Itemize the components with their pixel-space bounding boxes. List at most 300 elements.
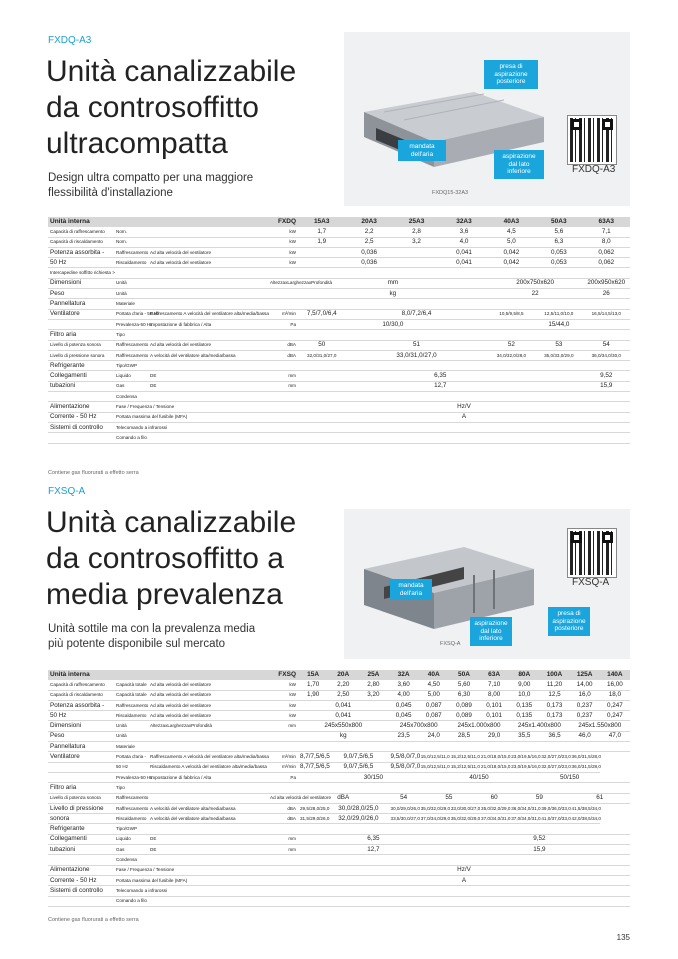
table-cell: 4,00 xyxy=(389,690,419,700)
table-cell: 50 Hz xyxy=(114,762,148,772)
table-cell: 6,30 xyxy=(449,690,479,700)
table-row xyxy=(48,855,630,865)
table-cell: 59 xyxy=(509,793,569,803)
table-cell: 1,90 xyxy=(298,690,328,700)
table-cell: Hz/V xyxy=(298,402,630,412)
table-cell: Hz/V xyxy=(298,865,630,875)
table-cell: 30/150 xyxy=(298,772,449,782)
table-cell xyxy=(268,433,298,443)
table-cell: Livello di potenza sonora xyxy=(48,793,114,803)
product-photo-fxsq xyxy=(344,509,630,659)
table-cell: Capacità di raffrescamento xyxy=(48,680,114,690)
table-row xyxy=(48,700,630,710)
table-cell: 35,0/32,0/29,0 xyxy=(419,803,449,813)
table-cell: Refrigerante xyxy=(48,824,114,834)
table-cell: Capacità di riscaldamento xyxy=(48,690,114,700)
table-cell: 2,2 xyxy=(345,227,392,237)
table-cell: 0,041 xyxy=(440,258,487,268)
table-cell: 245x550x800 xyxy=(298,721,389,731)
subtitle-line: più potente disponibile sul mercato xyxy=(48,638,226,650)
table-cell: 30,0/28,0/25,0 xyxy=(328,803,388,813)
table-cell: 4,5 xyxy=(488,227,535,237)
table-cell: 15,0/12,5/11,0 xyxy=(419,752,449,762)
table-cell: dBA xyxy=(268,340,298,350)
table-cell: 12,7 xyxy=(298,381,583,391)
table-cell: 10,0 xyxy=(509,690,539,700)
table-row xyxy=(48,381,630,391)
table-cell: FXDQ xyxy=(268,217,298,227)
table-cell: Collegamenti xyxy=(48,834,114,844)
table-cell: 4,0 xyxy=(440,237,487,247)
table-cell: kg xyxy=(298,731,389,741)
title-line: Unità canalizzabile xyxy=(46,55,297,88)
table-cell: A xyxy=(298,412,630,422)
table-cell: 100A xyxy=(539,670,569,680)
table-cell: 30,0/29,0/26,0 xyxy=(389,803,419,813)
table-cell: Sistemi di controllo xyxy=(48,422,114,432)
table-cell: 3,60 xyxy=(389,680,419,690)
table-cell: A xyxy=(298,875,630,885)
table-cell: 6,35 xyxy=(298,371,583,381)
table-cell: dBA xyxy=(298,793,389,803)
table-cell: 2,20 xyxy=(328,680,358,690)
callout-air-outlet: mandata dell'aria xyxy=(398,140,446,161)
table-cell: 140A xyxy=(600,670,630,680)
table-cell: 80A xyxy=(509,670,539,680)
table-cell: 0,173 xyxy=(539,700,569,710)
table-cell: 9,0/7,5/6,5 xyxy=(328,752,388,762)
table-cell: 15,9 xyxy=(583,381,630,391)
table-cell xyxy=(298,783,630,793)
table-cell: Impostazione di fabbrica / Alta xyxy=(148,319,268,329)
table-cell xyxy=(298,896,630,906)
table-cell: 39,0/36,0/33,0 xyxy=(539,803,569,813)
table-cell: 29,0 xyxy=(479,731,509,741)
table-cell: 1,7 xyxy=(298,227,345,237)
unit-model-label: FXSQ-A xyxy=(572,577,610,588)
table-cell: Raffrescamento A velocità del ventilatore alta/media/bassa xyxy=(148,752,268,762)
table-cell: 40/150 xyxy=(449,772,509,782)
table-cell: 0,089 xyxy=(449,700,479,710)
table-row xyxy=(48,278,630,288)
table-cell: 0,087 xyxy=(419,700,449,710)
table-cell: 50A xyxy=(449,670,479,680)
table-cell xyxy=(298,268,630,278)
table-cell: 2,50 xyxy=(328,690,358,700)
table-cell: Unità xyxy=(114,721,148,731)
table-cell: dBA xyxy=(268,350,298,360)
table-cell: tubazioni xyxy=(48,845,114,855)
table-cell: 50/150 xyxy=(509,772,630,782)
page-number: 135 xyxy=(616,933,630,942)
table-cell: 245x700x800 xyxy=(389,721,449,731)
table-cell xyxy=(268,824,298,834)
table-cell: Corrente - 50 Hz xyxy=(48,412,114,422)
table-cell: 11,20 xyxy=(539,680,569,690)
table-cell: Peso xyxy=(48,731,114,741)
table-cell xyxy=(48,319,114,329)
table-cell: 0,036 xyxy=(298,258,440,268)
table-cell: Ad alta velocità del ventilatore xyxy=(148,711,268,721)
table-cell: Unità interna xyxy=(48,217,114,227)
table-cell: 7,10 xyxy=(479,680,509,690)
table-cell: 0,041 xyxy=(298,700,389,710)
table-cell: 23,5 xyxy=(389,731,419,741)
table-header-row xyxy=(48,217,630,227)
table-row xyxy=(48,402,630,412)
table-cell: 7,1 xyxy=(583,227,630,237)
table-cell: 21,0/18,0/15,0 xyxy=(479,762,509,772)
table-cell: DE xyxy=(148,371,268,381)
table-cell: 0,237 xyxy=(570,711,600,721)
table-cell: 54 xyxy=(583,340,630,350)
table-cell: Prevalenza-50 Hz xyxy=(114,319,148,329)
table-cell: DE xyxy=(148,845,268,855)
table-cell xyxy=(48,433,114,443)
table-cell: 16,0 xyxy=(570,690,600,700)
table-cell: 31,5/29,0/26,0 xyxy=(298,814,328,824)
table-cell: 24,0 xyxy=(419,731,449,741)
table-cell: Livello di potenza sonora xyxy=(48,340,114,350)
table-row xyxy=(48,340,630,350)
table-row xyxy=(48,731,630,741)
table-cell: A velocità del ventilatore alta/media/bassa xyxy=(148,814,268,824)
table-cell: m³/min xyxy=(268,752,298,762)
table-row xyxy=(48,319,630,329)
table-cell: 15,2/12,5/11,0 xyxy=(449,752,479,762)
table-cell xyxy=(298,433,630,443)
table-cell: mm xyxy=(268,371,298,381)
table-cell: 0,101 xyxy=(479,711,509,721)
table-cell: 0,237 xyxy=(570,700,600,710)
table-cell: 47,0 xyxy=(600,731,630,741)
table-cell: Sistemi di controllo xyxy=(48,886,114,896)
table-cell: Filtro aria xyxy=(48,330,114,340)
table-cell: Gas xyxy=(114,381,148,391)
table-cell: tubazioni xyxy=(48,381,114,391)
table-cell: 4,50 xyxy=(419,680,449,690)
table-row xyxy=(48,783,630,793)
table-cell: 36,0/34,0/31,0 xyxy=(509,803,539,813)
table-cell: 16,5/14,5/13,0 xyxy=(583,309,630,319)
table-row xyxy=(48,742,630,752)
table-cell: 8,00 xyxy=(479,690,509,700)
spec-table-fxdq xyxy=(48,217,630,444)
table-cell: 5,00 xyxy=(419,690,449,700)
table-row xyxy=(48,361,630,371)
table-cell: 0,089 xyxy=(449,711,479,721)
table-cell: Livello di pressione sonora xyxy=(48,350,114,360)
table-cell: 16,00 xyxy=(600,680,630,690)
table-cell: kW xyxy=(268,680,298,690)
table-cell xyxy=(148,217,268,227)
table-cell: Ad alta velocità del ventilatore xyxy=(148,258,268,268)
table-cell: kW xyxy=(268,711,298,721)
table-cell: 0,135 xyxy=(509,711,539,721)
callout-bottom-intake: aspirazione dal lato inferiore xyxy=(494,150,544,179)
table-row xyxy=(48,814,630,824)
table-cell: 0,053 xyxy=(535,247,582,257)
table-cell: Liquido xyxy=(114,371,148,381)
table-cell: Ad alta velocità del ventilatore xyxy=(148,247,268,257)
table-cell xyxy=(298,422,630,432)
table-row xyxy=(48,268,630,278)
table-cell: Alimentazione xyxy=(48,402,114,412)
table-cell: Liquido xyxy=(114,834,148,844)
table-cell: Impostazione di fabbrica / Alta xyxy=(148,772,268,782)
table-row xyxy=(48,392,630,402)
table-cell: 40A3 xyxy=(488,217,535,227)
table-cell: mm xyxy=(298,278,488,288)
table-cell: 32A xyxy=(389,670,419,680)
table-cell: 35,5 xyxy=(509,731,539,741)
table-cell: mm xyxy=(268,834,298,844)
table-cell: Nom. xyxy=(114,227,148,237)
table-cell: Tipo xyxy=(114,783,268,793)
table-row xyxy=(48,865,630,875)
table-cell xyxy=(268,361,298,371)
table-cell: kg xyxy=(298,289,488,299)
table-cell: 36,0/31,5/28,0 xyxy=(570,762,600,772)
table-cell: 53 xyxy=(535,340,582,350)
title-line: media prevalenza xyxy=(46,578,283,611)
table-row xyxy=(48,721,630,731)
table-cell: 8,0/7,2/6,4 xyxy=(345,309,487,319)
table-row xyxy=(48,875,630,885)
table-cell: 0,247 xyxy=(600,700,630,710)
table-cell: 41,0/37,0/33,0 xyxy=(539,814,569,824)
callout-air-outlet: mandata dell'aria xyxy=(390,579,432,600)
table-cell: 3,20 xyxy=(358,690,388,700)
table-cell xyxy=(298,886,630,896)
table-row xyxy=(48,793,630,803)
table-cell: Refrigerante xyxy=(48,361,114,371)
table-cell: 0,053 xyxy=(535,258,582,268)
table-cell: kW xyxy=(268,690,298,700)
table-cell: Capacità totale xyxy=(114,690,148,700)
table-cell xyxy=(298,392,630,402)
table-cell: Pa xyxy=(268,319,298,329)
table-cell: Riscaldamento A velocità del ventilatore alta/media/bassa xyxy=(148,762,268,772)
table-cell: 3,6 xyxy=(440,227,487,237)
table-cell: Comando a filo xyxy=(114,433,268,443)
table-cell xyxy=(268,392,298,402)
table-cell: 0,045 xyxy=(389,711,419,721)
table-cell: 9,0/7,5/6,5 xyxy=(328,762,388,772)
table-row xyxy=(48,299,630,309)
table-cell xyxy=(268,742,298,752)
table-cell: 0,062 xyxy=(583,247,630,257)
table-cell: Potenza assorbita - xyxy=(48,700,114,710)
table-row xyxy=(48,896,630,906)
table-cell xyxy=(298,742,630,752)
table-cell: 8,0 xyxy=(583,237,630,247)
table-cell: 8,7/7,5/6,5 xyxy=(298,762,328,772)
table-cell: Capacità totale xyxy=(114,680,148,690)
table-cell: 35,0/32,0/29,0 xyxy=(479,803,509,813)
table-cell: 7,5/7,0/6,4 xyxy=(298,309,345,319)
spec-table-fxsq xyxy=(48,670,630,907)
table-row xyxy=(48,886,630,896)
table-cell: DE xyxy=(148,834,268,844)
table-row xyxy=(48,289,630,299)
table-cell xyxy=(268,896,298,906)
table-cell: 36,0/31,5/28,0 xyxy=(570,752,600,762)
table-cell xyxy=(268,299,298,309)
table-cell: 15A xyxy=(298,670,328,680)
image-caption: FXSQ-A xyxy=(440,641,461,647)
table-row xyxy=(48,803,630,813)
table-cell: 0,045 xyxy=(389,700,419,710)
table-row xyxy=(48,237,630,247)
table-row xyxy=(48,772,630,782)
table-cell: 28,5 xyxy=(449,731,479,741)
table-row xyxy=(48,247,630,257)
unit-model-label: FXDQ-A3 xyxy=(572,164,616,175)
table-cell: 9,52 xyxy=(583,371,630,381)
table-cell: 15,2/12,5/11,0 xyxy=(449,762,479,772)
table-cell: Gas xyxy=(114,845,148,855)
section-title-fxdq xyxy=(46,54,296,162)
table-cell xyxy=(148,227,268,237)
table-row xyxy=(48,309,630,319)
table-cell xyxy=(48,772,114,782)
table-cell: 2,5 xyxy=(345,237,392,247)
table-cell xyxy=(298,855,630,865)
table-cell: 35,0/32,0/29,0 xyxy=(449,814,479,824)
table-cell: Raffrescamento xyxy=(114,247,148,257)
table-cell: Filtro aria xyxy=(48,783,114,793)
table-cell: 63A xyxy=(479,670,509,680)
table-cell: 14,00 xyxy=(570,680,600,690)
table-header-row xyxy=(48,670,630,680)
table-cell: Nom. xyxy=(114,237,148,247)
table-cell: 10,5/9,5/8,5 xyxy=(488,309,535,319)
ducted-unit-illustration xyxy=(354,529,554,639)
table-cell: 23,0/19,5/16,0 xyxy=(509,752,539,762)
table-cell xyxy=(48,392,114,402)
table-cell: Portata massima del fusibile (MFA) xyxy=(114,875,268,885)
table-cell: FXSQ xyxy=(268,670,298,680)
table-cell: dBA xyxy=(268,814,298,824)
table-cell: 12,5/11,0/10,0 xyxy=(535,309,582,319)
table-cell: Capacità di raffrescamento xyxy=(48,227,114,237)
table-cell: 5,0 xyxy=(488,237,535,247)
table-cell: Ad alta velocità del ventilatore xyxy=(148,340,268,350)
title-line: Unità canalizzabile xyxy=(46,506,297,539)
table-cell: Telecomando a infrarossi xyxy=(114,422,268,432)
table-row xyxy=(48,433,630,443)
table-cell: AltezzaxLarghezzaxProfondità xyxy=(148,721,268,731)
table-cell: 10/30,0 xyxy=(298,319,488,329)
table-cell: Unità xyxy=(114,278,268,288)
table-cell: kW xyxy=(268,247,298,257)
table-cell: Telecomando a infrarossi xyxy=(114,886,268,896)
table-cell: mm xyxy=(268,721,298,731)
table-cell: 5,6 xyxy=(535,227,582,237)
table-cell: 12,7 xyxy=(298,845,449,855)
table-row xyxy=(48,845,630,855)
table-cell: Potenza assorbita - xyxy=(48,247,114,257)
table-row xyxy=(48,422,630,432)
table-row xyxy=(48,711,630,721)
table-cell: Unità xyxy=(114,731,268,741)
table-cell: Ad alta velocità del ventilatore xyxy=(148,680,268,690)
table-cell: 15/44,0 xyxy=(488,319,630,329)
table-cell: Portata massima del fusibile (MFA) xyxy=(114,412,268,422)
table-cell xyxy=(148,237,268,247)
table-cell: 23,0/19,5/16,0 xyxy=(509,762,539,772)
table-cell: 63A3 xyxy=(583,217,630,227)
table-cell xyxy=(148,670,268,680)
table-cell xyxy=(114,670,148,680)
table-cell: 200x950x620 xyxy=(583,278,630,288)
table-cell: Condensa xyxy=(114,855,268,865)
table-cell xyxy=(268,783,298,793)
table-row xyxy=(48,834,630,844)
table-cell: 61 xyxy=(570,793,630,803)
table-cell: Tipo/GWP xyxy=(114,361,268,371)
subtitle-line: Design ultra compatto per una maggiore xyxy=(48,172,254,184)
table-cell: kW xyxy=(268,258,298,268)
table-cell xyxy=(48,762,114,772)
table-cell: 41,5/38,5/34,0 xyxy=(570,803,600,813)
table-cell: 6,35 xyxy=(298,834,449,844)
table-cell: 25A xyxy=(358,670,388,680)
table-cell: m³/min xyxy=(268,762,298,772)
table-cell: 0,173 xyxy=(539,711,569,721)
callout-rear-intake: presa di aspirazione posteriore xyxy=(484,60,538,89)
product-code-fxdq: FXDQ-A3 xyxy=(48,35,92,46)
section-subtitle-fxdq xyxy=(48,171,253,201)
table-cell: 40A xyxy=(419,670,449,680)
table-cell: Ventilatore xyxy=(48,752,114,762)
table-cell: sonora xyxy=(48,814,114,824)
table-cell: Raffrescamento xyxy=(114,340,148,350)
title-line: da controsoffitto xyxy=(46,91,259,124)
table-cell: 50A3 xyxy=(535,217,582,227)
table-cell: Portata d'aria - 50 Hz xyxy=(114,309,148,319)
table-cell: 0,247 xyxy=(600,711,630,721)
table-cell: 1,9 xyxy=(298,237,345,247)
table-cell xyxy=(268,875,298,885)
table-cell: 20A xyxy=(328,670,358,680)
table-cell: 0,042 xyxy=(488,247,535,257)
table-cell: 36,0/34,0/30,0 xyxy=(583,350,630,360)
table-cell: 245x1.550x800 xyxy=(570,721,630,731)
table-cell xyxy=(298,361,630,371)
table-cell: 1,70 xyxy=(298,680,328,690)
table-cell: Pannellatura xyxy=(48,742,114,752)
table-cell: 33,0/31,0/27,0 xyxy=(345,350,487,360)
table-cell xyxy=(114,217,148,227)
table-cell: Tipo xyxy=(114,330,268,340)
table-row xyxy=(48,258,630,268)
table-cell: Raffrescamento xyxy=(114,700,148,710)
table-cell: 200x750x620 xyxy=(488,278,583,288)
table-cell: Alimentazione xyxy=(48,865,114,875)
table-cell: Collegamenti xyxy=(48,371,114,381)
table-cell xyxy=(268,289,298,299)
qr-code-icon xyxy=(568,116,616,164)
gas-note: Contiene gas fluorurati a effetto serra xyxy=(48,470,139,476)
table-cell: 22 xyxy=(488,289,583,299)
table-cell xyxy=(268,268,298,278)
product-code-fxsq: FXSQ-A xyxy=(48,486,86,497)
table-row xyxy=(48,690,630,700)
qr-code-icon xyxy=(568,529,616,577)
table-cell: AltezzaxLarghezzaxProfondità xyxy=(268,278,298,288)
